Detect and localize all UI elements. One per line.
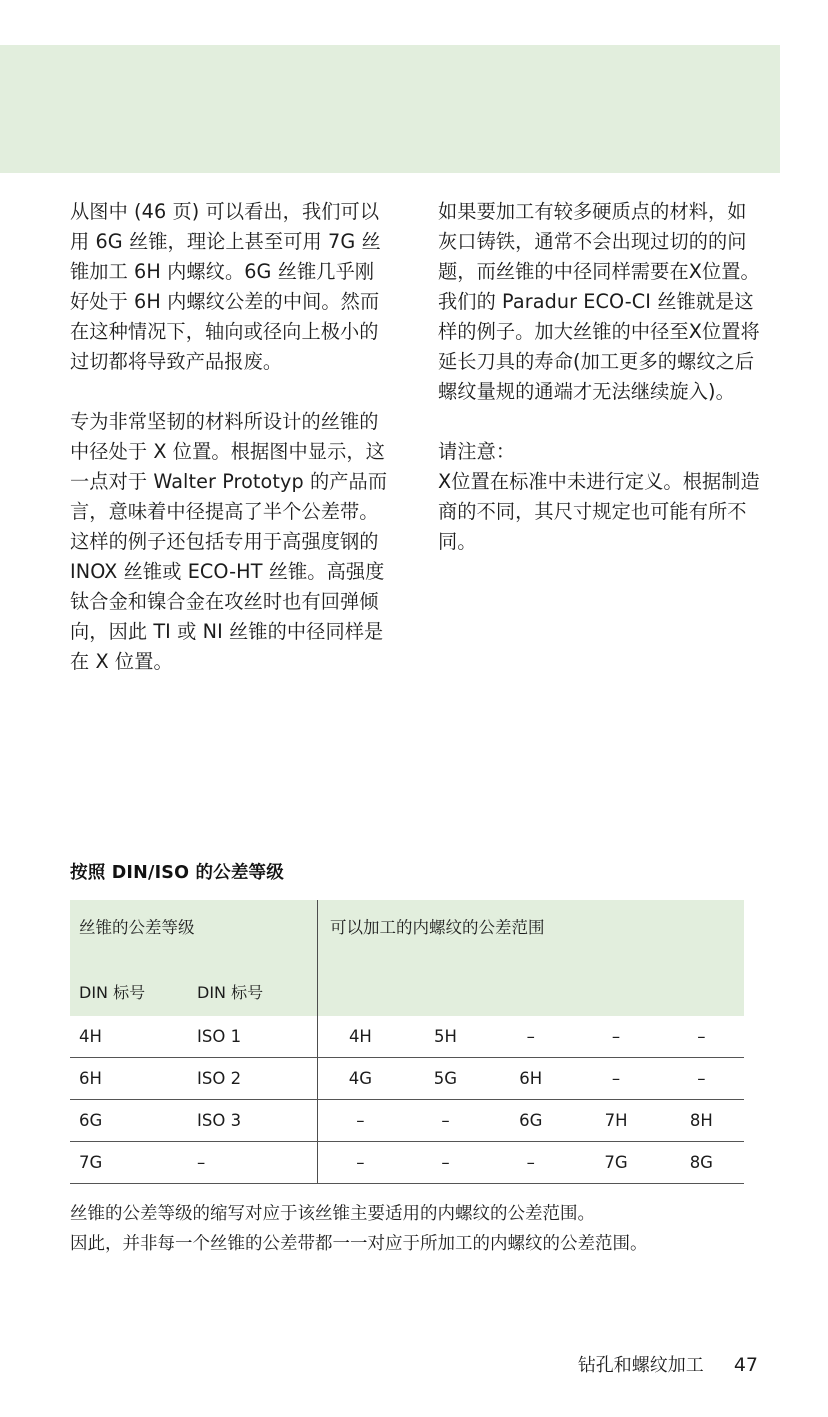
cell-range-2: 5H bbox=[403, 1016, 488, 1058]
cell-range-1: 4H bbox=[318, 1016, 403, 1058]
cell-range-3: – bbox=[488, 1016, 573, 1058]
cell-din-code: 4H bbox=[79, 1027, 102, 1046]
cell-range-2: – bbox=[403, 1142, 488, 1184]
table-row bbox=[70, 1016, 744, 1058]
footer-section-title: 钻孔和螺纹加工 bbox=[577, 1355, 704, 1376]
row-left-group bbox=[70, 1100, 318, 1142]
header-cell-tap-tolerance bbox=[70, 900, 318, 1016]
cell-range-5: 8H bbox=[659, 1100, 744, 1142]
header-label-thread-range: 可以加工的内螺纹的公差范围 bbox=[330, 918, 545, 937]
row-left-group bbox=[70, 1142, 318, 1184]
table-row bbox=[70, 1058, 744, 1100]
cell-range-1: – bbox=[318, 1142, 403, 1184]
header-sublabel-din-2: DIN 标号 bbox=[197, 983, 264, 1002]
tolerance-table bbox=[70, 900, 744, 1184]
cell-range-3: – bbox=[488, 1142, 573, 1184]
cell-range-2: – bbox=[403, 1100, 488, 1142]
paragraph-left-1: 从图中 (46 页) 可以看出，我们可以用 6G 丝锥，理论上甚至可用 7G 丝锥加工 6H 内螺纹。6G 丝锥几乎刚好处于 6H 内螺纹公差的中间。然而在这种情况下，轴向或径向上极小的过切都将导致产品报废。 bbox=[70, 200, 381, 373]
table-row bbox=[70, 1142, 744, 1184]
cell-range-4: – bbox=[573, 1016, 658, 1058]
page-footer bbox=[578, 1351, 758, 1377]
cell-din-code: 7G bbox=[79, 1153, 103, 1172]
cell-din-code: 6G bbox=[79, 1111, 103, 1130]
row-left-group bbox=[70, 1058, 318, 1100]
right-column bbox=[438, 197, 760, 677]
cell-range-2: 5G bbox=[403, 1058, 488, 1100]
paragraph-right-1: 如果要加工有较多硬质点的材料，如灰口铸铁，通常不会出现过切的的问题，而丝锥的中径同样需要在X位置。我们的 Paradur ECO-CI 丝锥就是这样的例子。加大丝锥的中径至X位置将延长刀具的寿命(加工更多的螺纹之后螺纹量规的通端才无法继续旋入)。 bbox=[438, 200, 760, 403]
paragraph-left-2: 专为非常坚韧的材料所设计的丝锥的中径处于 X 位置。根据图中显示，这一点对于 Walter Prototyp 的产品而言，意味着中径提高了半个公差带。这样的例子还包括专用于高强度钢的 INOX 丝锥或 ECO-HT 丝锥。高强度钛合金和镍合金在攻丝时也有回弹倾向，因此 TI 或 NI 丝锥的中径同样是在 X 位置。 bbox=[70, 410, 388, 673]
header-label-tap-tolerance: 丝锥的公差等级 bbox=[79, 918, 195, 937]
note-heading: 请注意： bbox=[438, 440, 516, 463]
left-column bbox=[70, 197, 392, 677]
cell-iso-code: ISO 2 bbox=[197, 1069, 242, 1088]
cell-range-5: 8G bbox=[659, 1142, 744, 1184]
cell-range-4: 7H bbox=[573, 1100, 658, 1142]
cell-range-3: 6G bbox=[488, 1100, 573, 1142]
note-body: X位置在标准中未进行定义。根据制造商的不同，其尺寸规定也可能有所不同。 bbox=[438, 470, 760, 553]
row-left-group bbox=[70, 1016, 318, 1058]
header-sublabel-din-1: DIN 标号 bbox=[79, 983, 146, 1002]
table-row bbox=[70, 1100, 744, 1142]
footnote-line-1: 丝锥的公差等级的缩写对应于该丝锥主要适用的内螺纹的公差范围。 bbox=[70, 1204, 595, 1224]
footnote-line-2: 因此，并非每一个丝锥的公差带都一一对应于所加工的内螺纹的公差范围。 bbox=[70, 1234, 648, 1254]
table-footnote bbox=[70, 1199, 770, 1259]
cell-range-4: 7G bbox=[573, 1142, 658, 1184]
cell-iso-code: ISO 3 bbox=[197, 1111, 242, 1130]
cell-range-5: – bbox=[659, 1058, 744, 1100]
cell-range-1: – bbox=[318, 1100, 403, 1142]
table-title: 按照 DIN/ISO 的公差等级 bbox=[70, 863, 284, 883]
cell-range-3: 6H bbox=[488, 1058, 573, 1100]
header-cell-thread-range bbox=[318, 900, 745, 1016]
body-columns bbox=[70, 197, 760, 677]
cell-range-1: 4G bbox=[318, 1058, 403, 1100]
cell-range-5: – bbox=[659, 1016, 744, 1058]
cell-iso-code: – bbox=[197, 1153, 206, 1172]
hero-image-band bbox=[0, 45, 780, 173]
cell-din-code: 6H bbox=[79, 1069, 102, 1088]
cell-range-4: – bbox=[573, 1058, 658, 1100]
table-header-row bbox=[70, 900, 744, 1016]
page-number: 47 bbox=[733, 1354, 758, 1376]
cell-iso-code: ISO 1 bbox=[197, 1027, 242, 1046]
